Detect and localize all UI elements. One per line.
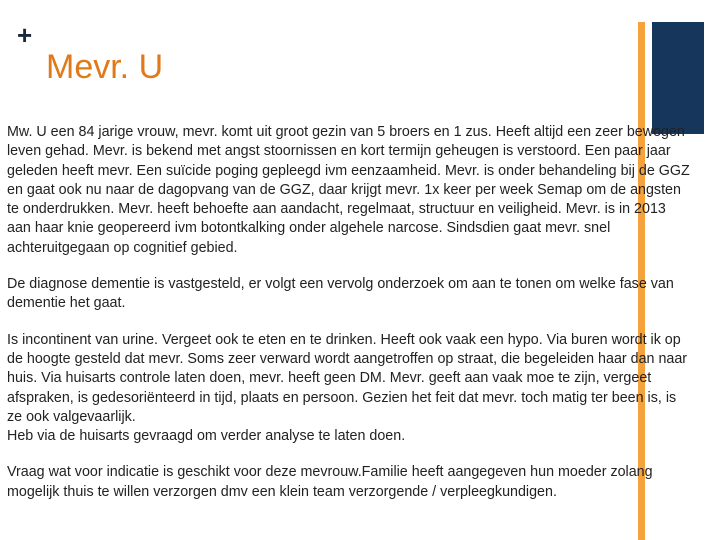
slide-title: Mevr. U bbox=[46, 48, 164, 86]
paragraph-diagnosis: De diagnose dementie is vastgesteld, er volgt een vervolg onderzoek om aan te tonen om welke fase van dementie het gaat. bbox=[7, 276, 674, 312]
paragraph-background: Mw. U een 84 jarige vrouw, mevr. komt uit groot gezin van 5 broers en 1 zus. Heeft altijd een zeer bewogen leven gehad. Mevr. is bekend met angst stoornissen en kort termijn geheugen is verstoord. Een paar jaar geleden heeft mevr. Een suïcide poging gepleegd ivm eenzaamheid. Mevr. is onder behandeling bij de GGZ en gaat ook nu naar de dagopvang van de GGZ, daar krijgt mevr. 1x keer per week Semap om de angsten te onderdrukken. Mevr. heeft behoefte aan aandacht, regelmaat, structuur en veiligheid. Mevr. is in 2013 aan haar knie geopereerd ivm botontkalking onder algehele narcose. Sindsdien gaat mevr. snel achteruitgegaan op cognitief gebied. bbox=[7, 124, 690, 256]
plus-icon: + bbox=[17, 20, 33, 50]
navy-accent-block bbox=[652, 22, 704, 134]
paragraph-question: Vraag wat voor indicatie is geschikt voor deze mevrouw.Familie heeft aangegeven hun moeder zolang mogelijk thuis te willen verzorgen dmv een klein team verzorgende / verpleegkundigen. bbox=[7, 464, 653, 500]
slide-body bbox=[7, 123, 691, 502]
paragraph-symptoms: Is incontinent van urine. Vergeet ook te eten en te drinken. Heeft ook vaak een hypo. Via buren wordt ik op de hoogte gesteld dat mevr. Soms zeer verward wordt aangetroffen op straat, die begeleiden haar dan naar huis. Via huisarts controle laten doen, mevr. heeft geen DM. Mevr. geeft aan vaak moe te zijn, vergeet afspraken, is gedesoriënteerd in tijd, plaats en persoon. Gezien het feit dat mevr. toch matig ter been is, is ze ook valgevaarlijk. Heb via de huisarts gevraagd om verder analyse te laten doen. bbox=[7, 331, 688, 445]
